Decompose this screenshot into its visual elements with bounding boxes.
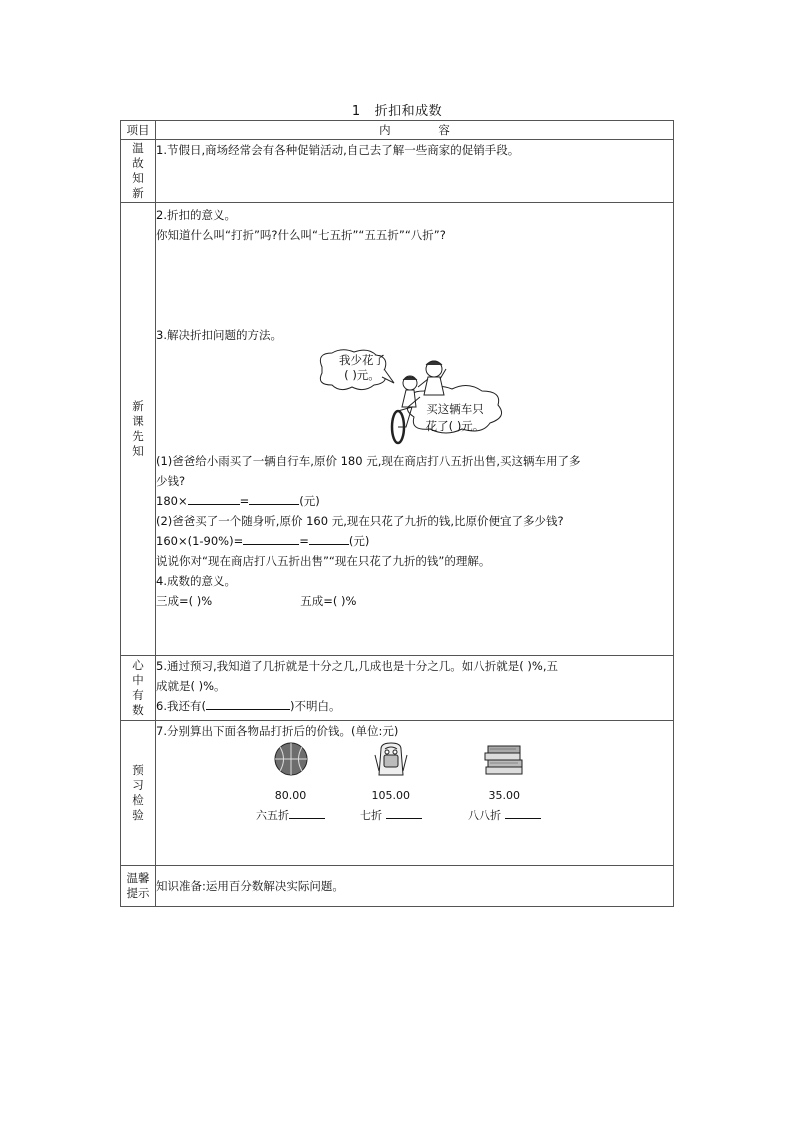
lesson-title: 折扣和成数 [374, 104, 443, 119]
q7-title: 7.分别算出下面各物品打折后的价钱。(单位:元) [156, 724, 399, 738]
backpack-icon [371, 741, 411, 777]
problem1-line1: (1)爸爸给小雨买了一辆自行车,原价 180 元,现在商店打八五折出售,买这辆车用了多 [156, 454, 581, 468]
q4-a: 三成=( )% [156, 594, 213, 608]
q2-text: 你知道什么叫“打折”吗?什么叫“七五折”“五五折”“八折”? [156, 228, 446, 242]
header-item: 项目 [121, 121, 156, 140]
father-figure [418, 361, 446, 395]
check-label: 预习检验 [132, 763, 144, 822]
review-label: 温故知新 [132, 141, 144, 200]
answer-blank[interactable] [249, 491, 299, 505]
answer-blank[interactable] [243, 531, 299, 545]
answer-blank[interactable] [309, 531, 349, 545]
reflect-label: 心中有数 [132, 658, 144, 717]
reflect-row [121, 656, 674, 721]
tips-row [121, 866, 674, 907]
answer-blank[interactable] [206, 696, 290, 710]
answer-blank[interactable] [505, 808, 541, 819]
review-row [121, 140, 674, 203]
item-discount: 七折 [360, 809, 382, 822]
problem2-formula: 160×(1-90%)= = (元) [156, 531, 673, 551]
answer-blank[interactable] [188, 491, 240, 505]
problem1-formula: 180× = (元) [156, 491, 673, 511]
basketball-icon [273, 741, 309, 777]
header-content: 内 容 [156, 121, 674, 140]
lesson-number: 1 [351, 104, 361, 119]
item-price: 80.00 [274, 789, 307, 802]
item-discount: 八八折 [468, 809, 501, 822]
books-icon [482, 741, 526, 777]
item-basketball [256, 741, 325, 826]
item-discount: 六五折 [256, 809, 289, 822]
q2-answer-space [156, 245, 673, 325]
page-title [0, 100, 794, 119]
review-q1: 1.节假日,商场经常会有各种促销活动,自己去了解一些商家的促销手段。 [156, 143, 520, 157]
q4-b: 五成=( )% [300, 594, 357, 608]
q5-line2: 成就是( )%。 [156, 679, 226, 693]
problem3: 说说你对“现在商店打八五折出售”“现在只花了九折的钱”的理解。 [156, 554, 491, 568]
problem1-line2: 少钱? [156, 474, 186, 488]
q4-title: 4.成数的意义。 [156, 574, 236, 588]
q6: 6.我还有( )不明白。 [156, 696, 673, 716]
item-backpack [360, 741, 422, 826]
answer-blank[interactable] [289, 808, 325, 819]
speech-bubble-1: 我少花了 ( )元。 [339, 353, 385, 382]
tips-text: 知识准备:运用百分数解决实际问题。 [156, 879, 344, 893]
q5-line1: 5.通过预习,我知道了几折就是十分之几,几成也是十分之几。如八折就是( )%,五 [156, 659, 558, 673]
bicycle-illustration [156, 347, 673, 447]
price-items [156, 741, 673, 837]
problem2-line1: (2)爸爸买了一个随身听,原价 160 元,现在只花了九折的钱,比原价便宜了多少钱? [156, 514, 564, 528]
item-books [468, 741, 541, 826]
item-price: 105.00 [371, 789, 410, 802]
q4-answers [156, 591, 673, 611]
answer-blank[interactable] [386, 808, 422, 819]
q2-title: 2.折扣的意义。 [156, 208, 236, 222]
worksheet-table [120, 120, 674, 907]
header-row [121, 121, 674, 140]
preview-row [121, 203, 674, 656]
preview-label: 新课先知 [132, 399, 144, 458]
item-price: 35.00 [488, 789, 520, 802]
tips-label: 温馨提示 [126, 871, 150, 900]
check-row [121, 721, 674, 866]
q3-title: 3.解决折扣问题的方法。 [156, 328, 282, 342]
speech-bubble-2: 买这辆车只 花了( )元。 [425, 402, 485, 433]
